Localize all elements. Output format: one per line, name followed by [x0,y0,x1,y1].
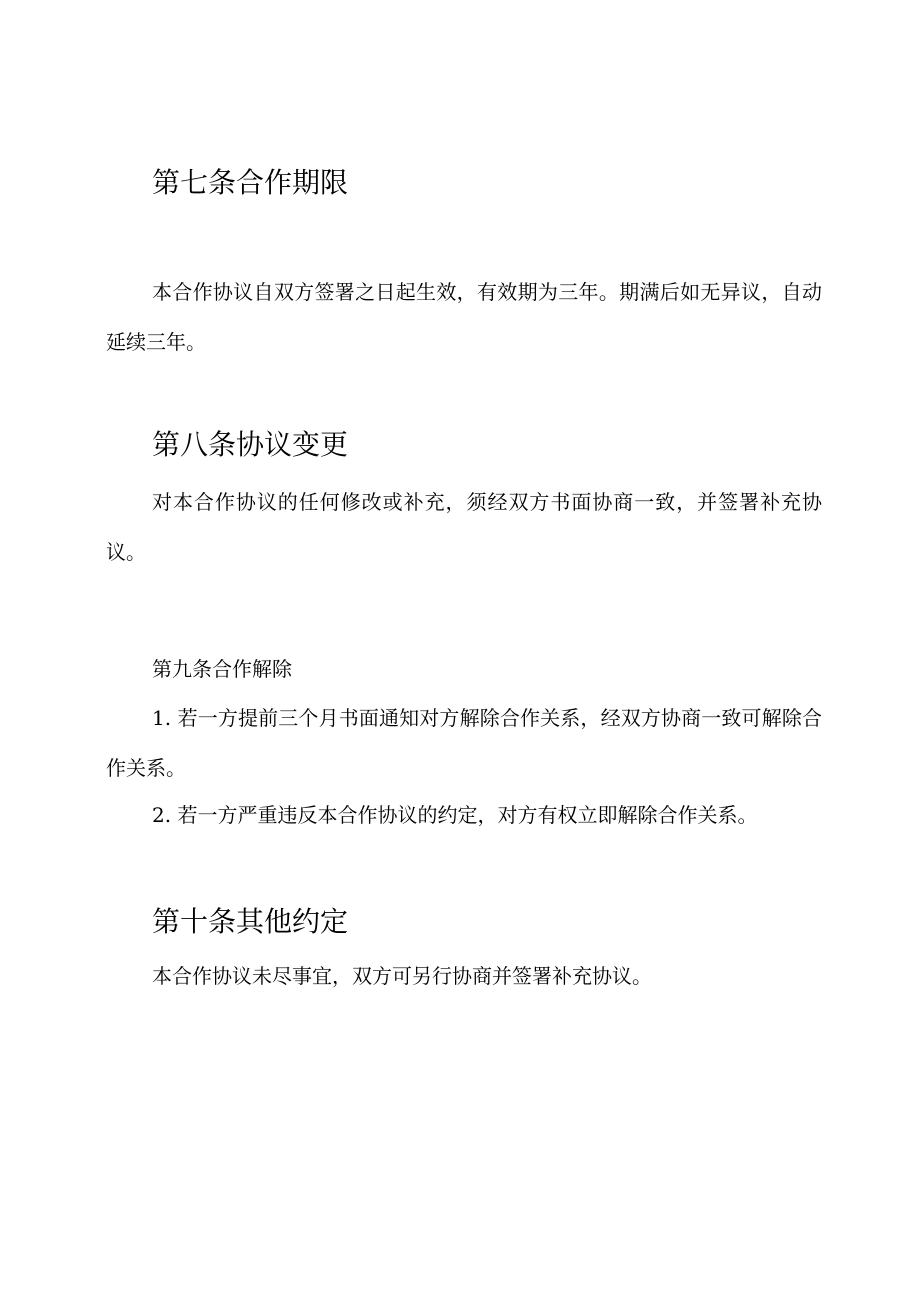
section-paragraph-article-9-item-1: 1. 若一方提前三个月书面通知对方解除合作关系，经双方协商一致可解除合作关系。 [106,706,822,780]
section-heading-article-10: 第十条其他约定 [152,905,349,938]
section-paragraph-article-10: 本合作协议未尽事宜，双方可另行协商并签署补充协议。 [152,964,652,988]
section-paragraph-article-9-item-2: 2. 若一方严重违反本合作协议的约定，对方有权立即解除合作关系。 [152,803,758,827]
section-heading-article-8: 第八条协议变更 [152,428,349,461]
section-heading-article-7: 第七条合作期限 [152,166,349,199]
section-paragraph-article-8: 对本合作协议的任何修改或补充，须经双方书面协商一致，并签署补充协议。 [106,490,822,564]
section-paragraph-article-7: 本合作协议自双方签署之日起生效，有效期为三年。期满后如无异议，自动延续三年。 [106,280,822,354]
section-heading-article-9: 第九条合作解除 [152,657,292,681]
